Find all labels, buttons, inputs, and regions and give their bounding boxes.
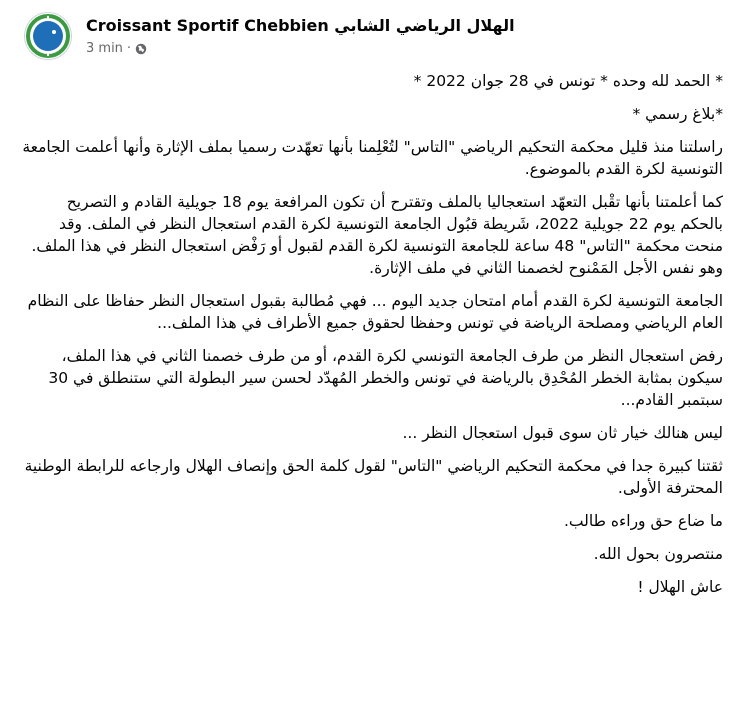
page-avatar[interactable]	[24, 12, 72, 60]
post-paragraph: الجامعة التونسية لكرة القدم أمام امتحان جديد اليوم ... فهي مُطالبة بقبول استعجال النظر حفاظا على النظام العام الرياضي ومصلحة الرياضة في تونس وحفظا لحقوق جميع الأطراف في هذا الملف...	[27, 292, 723, 332]
post-paragraph: عاش الهلال !	[637, 578, 723, 596]
post-meta	[86, 41, 147, 56]
page-name-link[interactable]: Croissant Sportif Chebbien الهلال الرياضي الشابي	[86, 16, 515, 35]
post-paragraph: ما ضاع حق وراءه طالب.	[564, 512, 723, 530]
post-paragraph: ثقتنا كبيرة جدا في محكمة التحكيم الرياضي "التاس" لقول كلمة الحق وإنصاف الهلال وارجاعه للرابطة الوطنية المحترفة الأولى.	[24, 457, 723, 497]
post-paragraph: منتصرون بحول الله.	[593, 545, 723, 563]
globe-icon[interactable]	[135, 43, 147, 55]
post-paragraph: ليس هنالك خيار ثان سوى قبول استعجال النظر ...	[402, 424, 723, 442]
post-body	[20, 70, 723, 609]
post-paragraph: رفض استعجال النظر من طرف الجامعة التونسي لكرة القدم، أو من طرف خصمنا الثاني في هذا الملف، سيكون بمثابة الخطر المُحْدِق بالرياضة في تونس والخطر المُهدّد لحسن سير البطولة التي ستنطلق في 30 سبتمبر القادم...	[48, 347, 723, 409]
meta-separator: ·	[126, 41, 132, 56]
post-paragraph: كما أعلمتنا بأنها تقْبل التعهّد استعجاليا بالملف وتقترح أن تكون المرافعة يوم 18 جويلية القادم و التصريح بالحكم يوم 22 جويلية 2022، شَريطة قبُول الجامعة التونسية لكرة القدم استعجال النظر في الملف. وقد منحت محكمة "التاس" 48 ساعة للجامعة التونسية لكرة القدم لقبول أو رَفْض استعجال النظر في هذا الملف. وهو نفس الأجل المَمْنوح لخصمنا الثاني في ملف الإثارة.	[31, 193, 723, 277]
club-logo-icon	[25, 13, 71, 59]
post-paragraph: *بلاغ رسمي *	[632, 105, 723, 123]
post-paragraph: * الحمد لله وحده * تونس في 28 جوان 2022 *	[413, 72, 723, 90]
post-time-link[interactable]: 3 min	[86, 41, 123, 56]
post-paragraph: راسلتنا منذ قليل محكمة التحكيم الرياضي "التاس" لتُعْلِمنا بأنها تعهّدت رسميا بملف الإثارة وأنها أعلمت الجامعة التونسية لكرة القدم بالموضوع.	[22, 138, 723, 178]
post-header	[24, 12, 724, 64]
